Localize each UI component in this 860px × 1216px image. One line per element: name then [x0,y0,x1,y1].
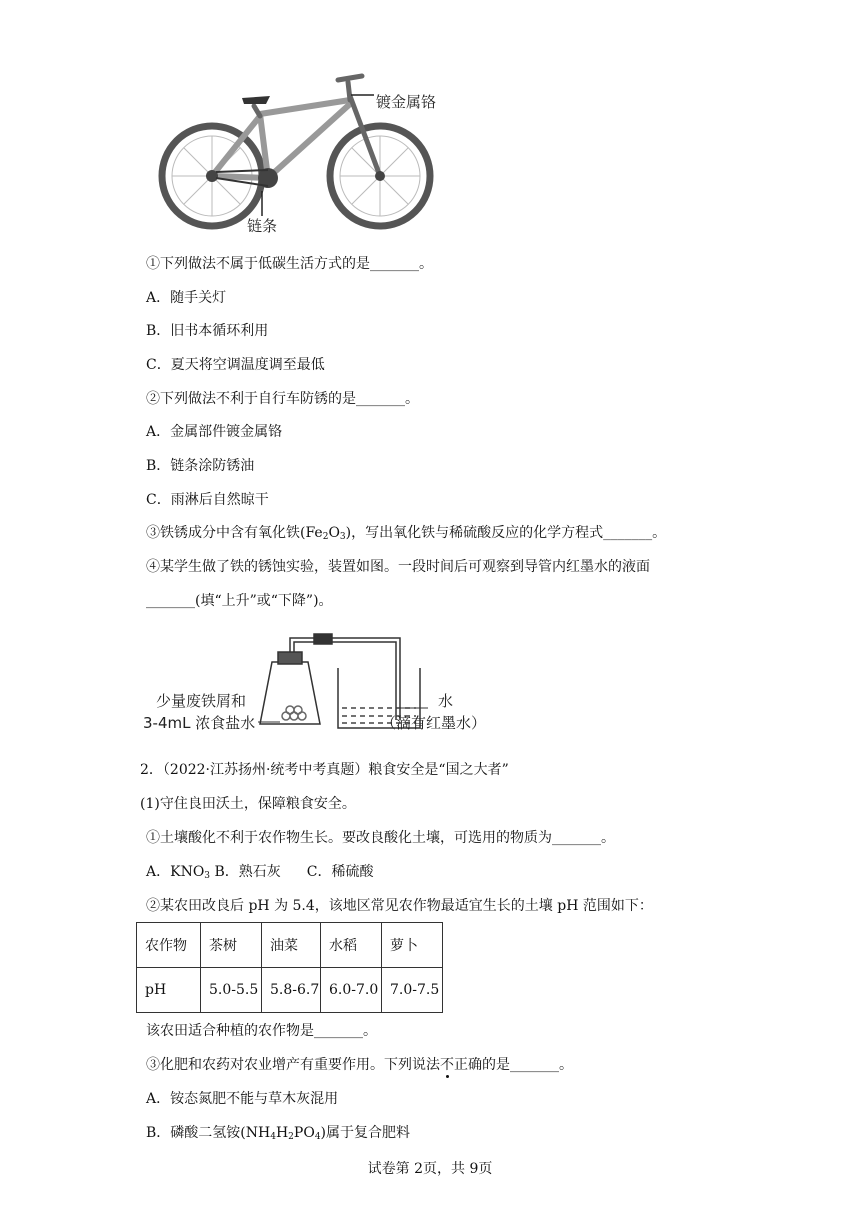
rust-label-right-1: 水 [438,692,454,710]
emphasis-dot-char: 不 [440,1057,454,1073]
q1-sub2-option-a: A．金属部件镀金属铬 [146,424,283,440]
q1-sub1-stem: ①下列做法不属于低碳生活方式的是_______。 [146,256,433,272]
q2-sub1-stem: ①土壤酸化不利于农作物生长。要改良酸化土壤，可选用的物质为_______。 [146,830,615,846]
q1-sub1-option-a: A．随手关灯 [146,290,227,306]
rust-label-left-2: 3-4mL 浓食盐水 [143,714,256,732]
table-cell: 5.0-5.5 [201,968,262,1013]
table-cell: pH [137,968,201,1013]
q1-sub2-stem: ②下列做法不利于自行车防锈的是_______。 [146,391,419,407]
table-row [137,968,443,1013]
q2-sub3-option-b: B．磷酸二氢铵$(NH_4H_2PO_4)$属于复合肥料 [146,1125,411,1142]
table-cell: 茶树 [201,923,262,968]
q2-part1: (1)守住良田沃土，保障粮食安全。 [140,796,356,812]
rust-label-left-1: 少量废铁屑和 [156,692,247,710]
q1-sub4-stem-line2: _______(填“上升”或“下降”)。 [146,593,333,609]
table-cell: 5.8-6.7 [262,968,321,1013]
q1-sub1-option-c: C．夏天将空调温度调至最低 [146,357,325,373]
q2-sub2-stem: ②某农田改良后 pH 为 5.4，该地区常见农作物最适宜生长的土壤 pH 范围如下： [146,898,653,914]
q1-sub3-stem: ③铁锈成分中含有氧化铁$(Fe_2O_3)$，写出氧化铁与稀硫酸反应的化学方程式_______。 [146,525,667,542]
q2-sub1-options: A．$KNO_3$ B．熟石灰 C．稀硫酸 [146,864,374,881]
q2-sub2-after: 该农田适合种植的农作物是_______。 [146,1023,377,1039]
table-cell: 萝卜 [382,923,443,968]
q2-heading: 2．（2022·江苏扬州·统考中考真题）粮食安全是“国之大者” [140,762,509,778]
q1-sub2-option-b: B．链条涂防锈油 [146,458,255,474]
rust-label-right-2: （滴有红墨水） [381,714,487,732]
table-cell: 7.0-7.5 [382,968,443,1013]
table-cell: 6.0-7.0 [321,968,382,1013]
ph-table [136,922,443,1013]
table-cell: 油菜 [262,923,321,968]
q2-sub3-option-a: A．铵态氮肥不能与草木灰混用 [146,1091,339,1107]
table-cell: 水稻 [321,923,382,968]
chain-label: 链条 [247,217,278,235]
q1-sub1-option-b: B．旧书本循环利用 [146,323,269,339]
q1-sub4-stem-line1: ④某学生做了铁的锈蚀实验，装置如图。一段时间后可观察到导管内红墨水的液面 [146,559,650,575]
q1-sub2-option-c: C．雨淋后自然晾干 [146,492,269,508]
q2-sub3-stem: ③化肥和农药对农业增产有重要作用。下列说法不正确的是_______。 [146,1057,573,1073]
chrome-label: 镀金属铬 [376,93,437,111]
table-cell: 农作物 [137,923,201,968]
table-row [137,923,443,968]
page-footer: 试卷第 2页，共 9页 [367,1161,493,1177]
